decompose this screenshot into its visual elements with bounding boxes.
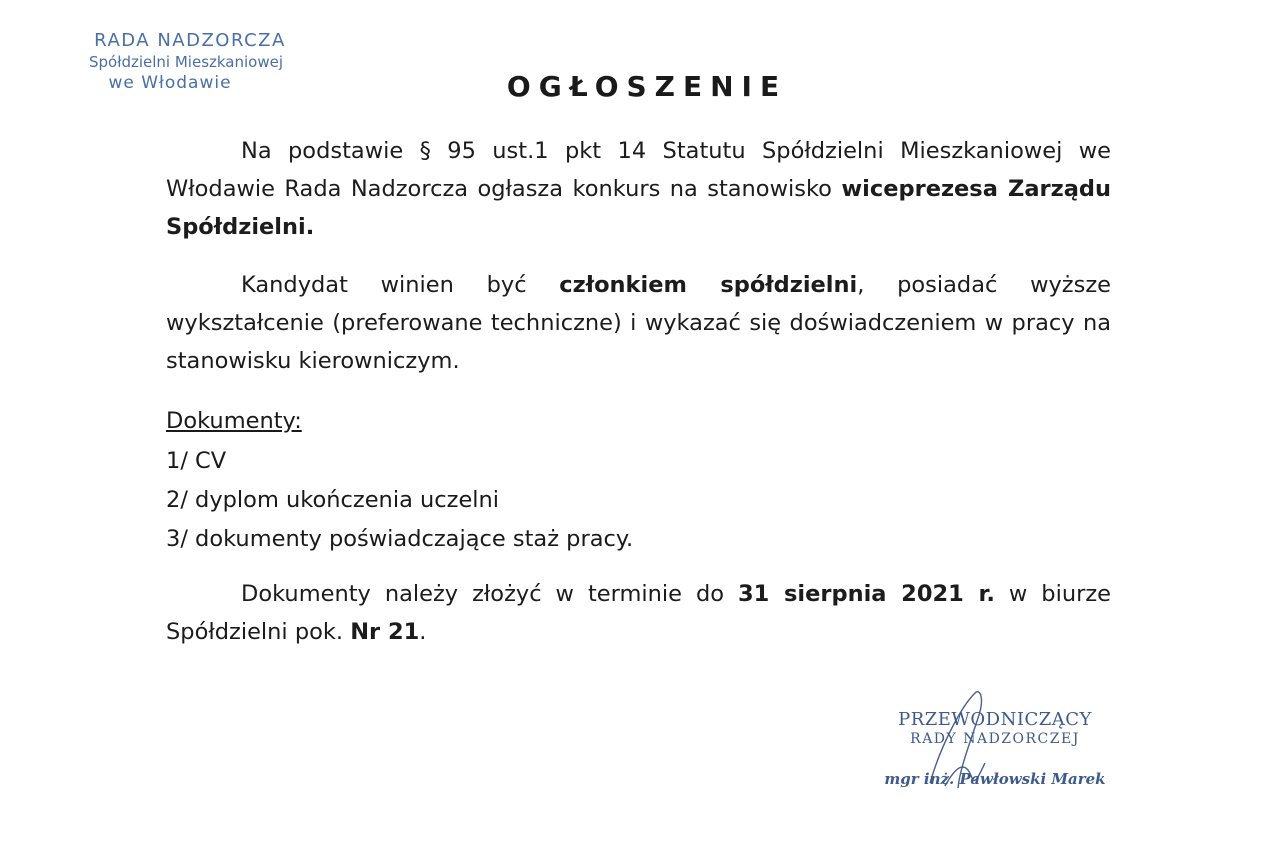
document-item: 1/ CV [166, 448, 227, 474]
deadline-text-a: Dokumenty należy złożyć w terminie do [241, 581, 739, 607]
chairman-signature-stamp [870, 710, 1120, 788]
documents-list [166, 442, 633, 559]
deadline-text-c: . [419, 619, 427, 645]
stamp-line-2: Spółdzielni Mieszkaniowej [88, 53, 284, 71]
paragraph-requirements [166, 266, 1111, 380]
paragraph-competition [166, 132, 1111, 246]
signature-name: mgr inż. Pawłowski Marek [884, 770, 1106, 788]
deadline-text-b: w biurze Spółdzielni pok. [166, 581, 1111, 645]
document-title: OGŁOSZENIE [506, 70, 788, 103]
document-item: 2/ dyplom ukończenia uczelni [166, 487, 500, 513]
paragraph-competition-text: Na podstawie § 95 ust.1 pkt 14 Statutu Spółdzielni Mieszkaniowej we Włodawie Rada Nadzorcza ogłasza konkurs na stanowisko [166, 138, 1111, 202]
deadline-date: 31 sierpnia 2021 r. [738, 581, 995, 607]
documents-heading: Dokumenty: [166, 408, 302, 434]
membership-requirement: członkiem spółdzielni [559, 272, 858, 298]
room-number: Nr 21 [350, 619, 420, 645]
signature-title: PRZEWODNICZĄCY [898, 709, 1092, 730]
stamp-line-3: we Włodawie [108, 73, 232, 93]
signature-council: RADY NADZORCZEJ [910, 731, 1080, 747]
requirements-text-a: Kandydat winien być [241, 272, 560, 298]
document-item: 3/ dokumenty poświadczające staż pracy. [166, 526, 634, 552]
requirements-text-b: , posiadać wyższe wykształcenie (preferowane techniczne) i wykazać się doświadczeniem w pracy na stanowisku kierowniczym. [166, 272, 1111, 374]
stamp-line-1: RADA NADZORCZA [94, 30, 286, 51]
paragraph-deadline [166, 575, 1111, 651]
position-name: wiceprezesa Zarządu Spółdzielni. [166, 176, 1111, 240]
